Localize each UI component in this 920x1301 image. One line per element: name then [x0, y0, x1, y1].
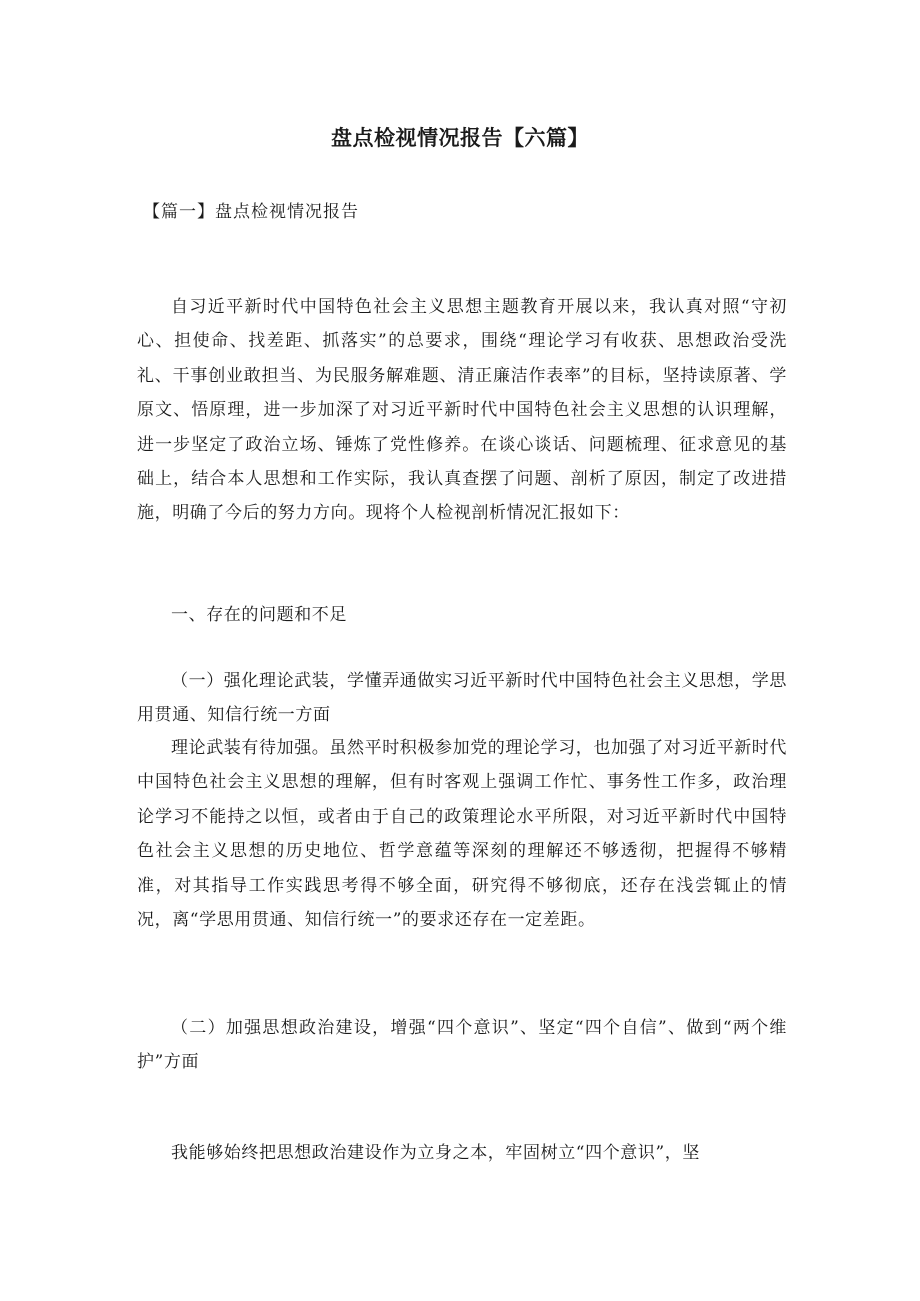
- subheading-politics: （二）加强思想政治建设，增强“四个意识”、坚定“四个自信”、做到“两个维护”方面: [137, 1018, 787, 1073]
- paragraph-intro: 自习近平新时代中国特色社会主义思想主题教育开展以来，我认真对照“守初心、担使命、找差距、抓落实”的总要求，围绕“理论学习有收获、思想政治受洗礼、干事创业敢担当、为民服务解难题、清正廉洁作表率”的目标，坚持读原著、学原文、悟原理，进一步加深了对习近平新时代中国特色社会主义思想的认识理解，进一步坚定了政治立场、锤炼了党性修养。在谈心谈话、问题梳理、征求意见的基础上，结合本人思想和工作实际，我认真查摆了问题、剖析了原因，制定了改进措施，明确了今后的努力方向。现将个人检视剖析情况汇报如下：: [137, 297, 787, 524]
- paragraph-politics: 我能够始终把思想政治建设作为立身之本，牢固树立“四个意识”，坚: [171, 1143, 700, 1163]
- heading-problems: 一、存在的问题和不足: [171, 605, 347, 625]
- paragraph-theory: 理论武装有待加强。虽然平时积极参加党的理论学习，也加强了对习近平新时代中国特色社会主义思想的理解，但有时客观上强调工作忙、事务性工作多，政治理论学习不能持之以恒，或者由于自己的政策理论水平所限，对习近平新时代中国特色社会主义思想的历史地位、哲学意蕴等深刻的理解还不够透彻，把握得不够精准，对其指导工作实践思考得不够全面，研究得不够彻底，还存在浅尝辄止的情况，离“学思用贯通、知信行统一”的要求还存在一定差距。: [137, 738, 787, 931]
- subheading-theory: （一）强化理论武装，学懂弄通做实习近平新时代中国特色社会主义思想，学思用贯通、知信行统一方面: [137, 671, 787, 726]
- section-heading: 【篇一】盘点检视情况报告: [143, 202, 359, 222]
- document-title: 盘点检视情况报告【六篇】: [331, 126, 589, 150]
